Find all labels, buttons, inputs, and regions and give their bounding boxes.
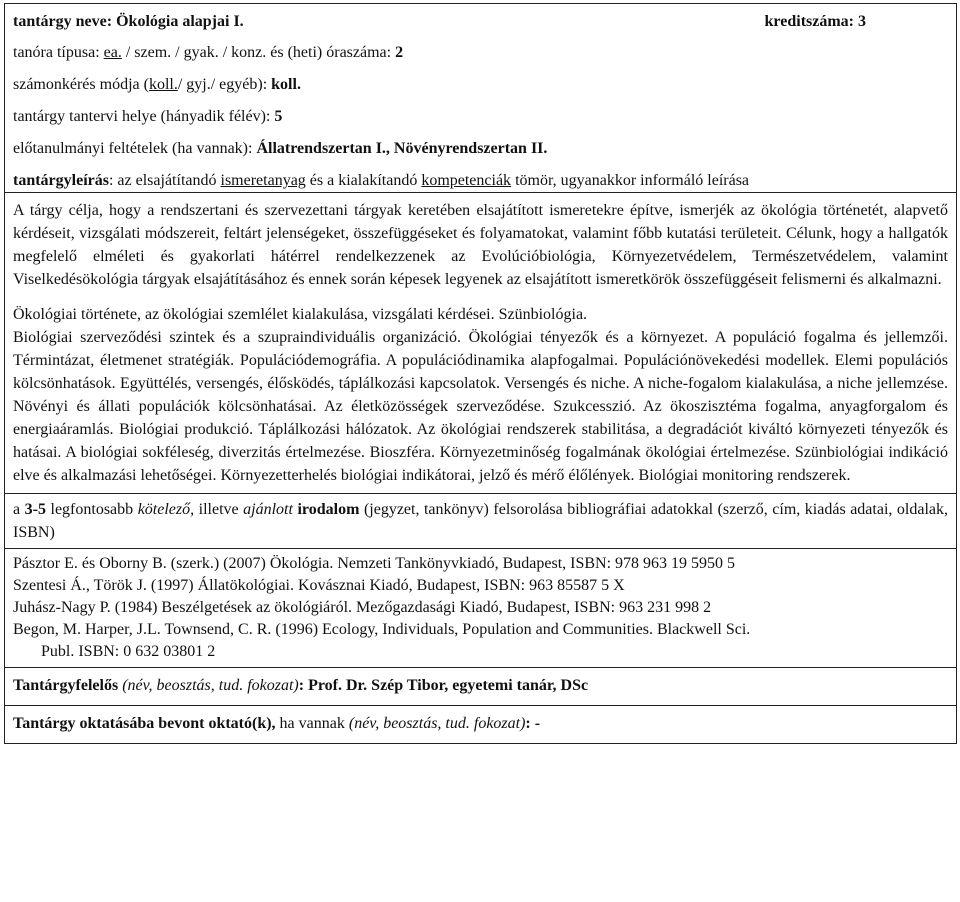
prerequisites-row: előtanulmányi feltételek (ha vannak): Állatrendszertan I., Növényrendszertan II. bbox=[13, 140, 548, 157]
literature-item-continuation: Publ. ISBN: 0 632 03801 2 bbox=[41, 643, 216, 660]
literature-item: Pásztor E. és Oborny B. (szerk.) (2007) Ökológia. Nemzeti Tankönyvkiadó, Budapest, ISBN: 978 963 19 5950 5 bbox=[13, 555, 736, 572]
literature-item: Szentesi Á., Török J. (1997) Állatökológiai. Kovásznai Kiadó, Budapest, ISBN: 963 85587 5 X bbox=[13, 577, 625, 594]
instructors-cell bbox=[5, 706, 957, 744]
topics-paragraph: Biológiai szerveződési szintek és a szupraindividuális organizáció. Ökológiai tényezők és a környezet. A populáció fogalma és jellemzői. Términtázat, életmenet stratégiák. Populációdemográfia. A populációdinamika alapfogalmai. Populációnövekedési modellek. Elemi populációs kölcsönhatások. Együttélés, versengés, élősködés, táplálkozási kapcsolatok. Versengés és niche. A niche-fogalom kialakulása, a niche jellemzése. Növényi és állati populációk kölcsönhatásai. Az életközösségek szerveződése. Szukcesszió. Az ökoszisztéma fogalma, anyagforgalom és energiaáramlás. Biológiai produkció. Táplálkozási hálózatok. Az ökológiai rendszerek stabilitása, a degradációt kiváltó környezeti tényezők és hatásai. A biológiai sokféleség, diverzitás értelmezése. Bioszféra. Környezetminőség fogalmának ökológiai értelmezése. Szünbiológiai indikáció elve és alkalmazási lehetőségei. Környezetterhelés biológiai indikátorai, jelző és mérő élőlények. Biológiai monitoring rendszerek. bbox=[13, 329, 948, 484]
responsible-row: Tantárgyfelelős (név, beosztás, tud. fokozat): Prof. Dr. Szép Tibor, egyetemi tanár, DSc bbox=[13, 677, 589, 694]
topics-intro: Ökológiai története, az ökológiai szemlélet kialakulása, vizsgálati kérdései. Szünbiológia. bbox=[13, 306, 588, 323]
literature-list bbox=[13, 553, 948, 663]
literature-cell bbox=[5, 549, 957, 668]
literature-item: Begon, M. Harper, J.L. Townsend, C. R. (1996) Ecology, Individuals, Population and Communities. Blackwell Sci. bbox=[13, 621, 751, 638]
literature-item: Juhász-Nagy P. (1984) Beszélgetések az ökológiáról. Mezőgazdasági Kiadó, Budapest, ISBN: 963 231 998 2 bbox=[13, 599, 712, 616]
course-title-row bbox=[13, 10, 948, 33]
course-header-cell bbox=[5, 4, 957, 193]
literature-heading: a 3-5 legfontosabb kötelező, illetve ajánlott irodalom (jegyzet, tankönyv) felsorolása bibliográfiai adatokkal (szerző, cím, kiadás adatai, oldalak, ISBN) bbox=[13, 501, 949, 541]
semester-row: tantárgy tantervi helye (hányadik félév): 5 bbox=[13, 108, 283, 125]
description-paragraph: A tárgy célja, hogy a rendszertani és szervezettani tárgyak keretében elsajátított ismeretekre építve, ismerjék az ökológia történetét, alapvető kérdéseit, vizsgálati módszereit, feltárt jelenségeket, összefüggéseket és folyamatokat, valamint főbb kutatási területeit. Célunk, hogy a hallgatók megfelelő elméleti és gyakorlati hátérrel rendelkezzenek az Evolúcióbiológia, Környezetvédelem, Természetvédelem, valamint Viselkedésökológia tárgyak elsajátításához és ennek során képesek legyenek az elsajátított ismeretkörök összefüggéseit felismerni és alkalmazni. bbox=[13, 202, 948, 288]
credit-count: kreditszáma: 3 bbox=[764, 13, 866, 30]
exam-mode-row: számonkérés módja (koll./ gyj./ egyéb): koll. bbox=[13, 76, 301, 93]
description-cell bbox=[5, 193, 957, 494]
course-name: tantárgy neve: Ökológia alapjai I. bbox=[13, 13, 244, 30]
lesson-type-row: tanóra típusa: ea. / szem. / gyak. / konz. és (heti) óraszáma: 2 bbox=[13, 44, 404, 61]
course-table bbox=[4, 3, 957, 744]
literature-header-cell bbox=[5, 494, 957, 549]
responsible-cell bbox=[5, 668, 957, 706]
description-heading: tantárgyleírás: az elsajátítandó ismeretanyag és a kialakítandó kompetenciák tömör, ugyanakkor informáló leírása bbox=[13, 172, 750, 189]
instructors-row: Tantárgy oktatásába bevont oktató(k), ha vannak (név, beosztás, tud. fokozat): - bbox=[13, 715, 541, 732]
